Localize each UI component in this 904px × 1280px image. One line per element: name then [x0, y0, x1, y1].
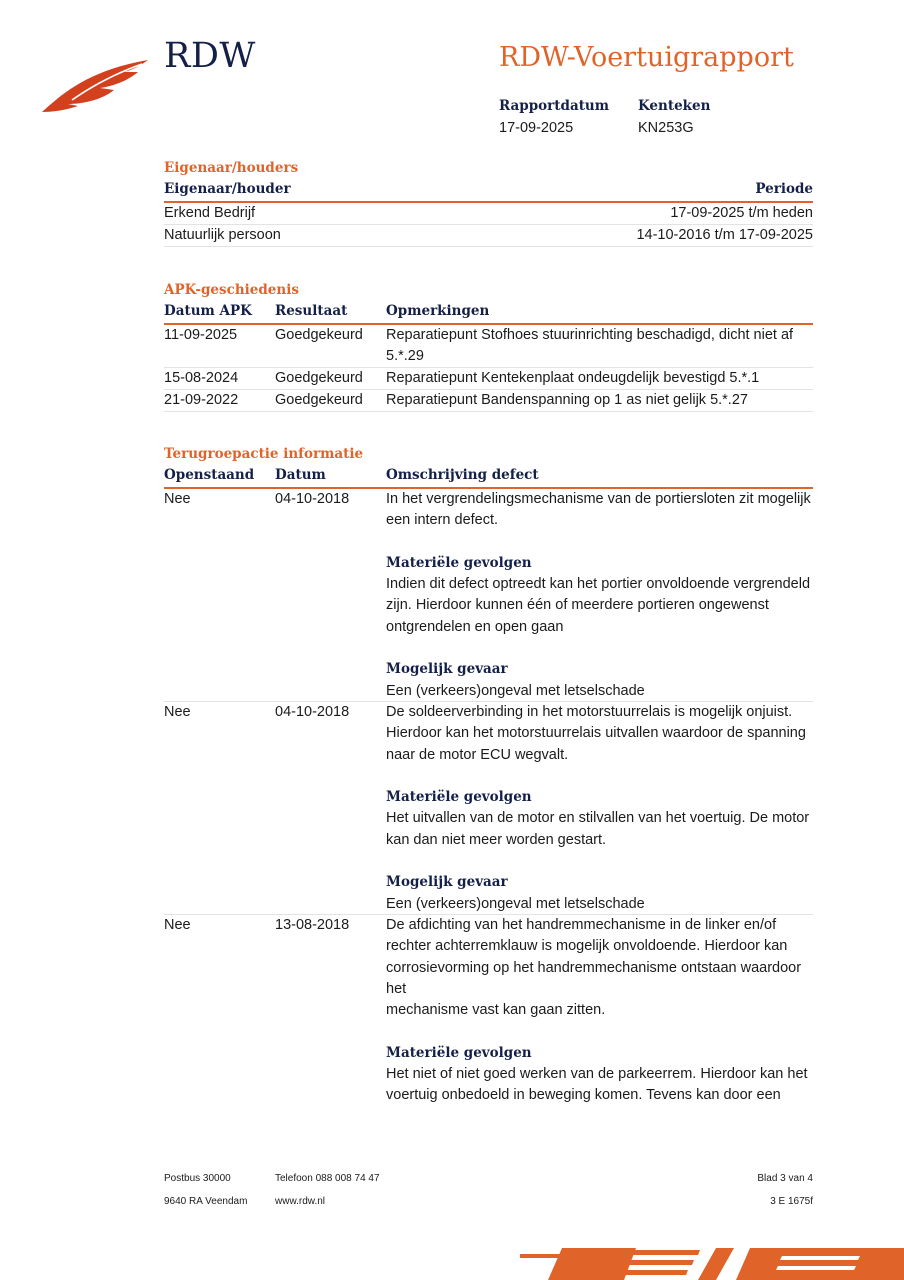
plate-value: KN253G: [638, 120, 694, 136]
footer-postcode: 9640 RA Veendam: [164, 1196, 248, 1207]
apk-date-cell: 15-08-2024: [164, 370, 239, 386]
consequence-line: voertuig onbedoeld in beweging komen. Tevens kan door een: [386, 1087, 781, 1104]
apk-table: [164, 302, 813, 412]
report-date-label: Rapportdatum: [499, 98, 610, 114]
defect-description-cell: [386, 702, 813, 915]
description-line: rechter achterremklauw is mogelijk onvoldoende. Hierdoor kan: [386, 938, 788, 955]
table-row: [164, 489, 813, 702]
recall-date-cell: 04-10-2018: [275, 491, 350, 507]
remark-line: Reparatiepunt Stofhoes stuurinrichting beschadigd, dicht niet af: [386, 327, 794, 343]
material-consequences-heading: Materiële gevolgen: [386, 789, 532, 806]
table-row: [164, 225, 813, 247]
owner-cell: Erkend Bedrijf: [164, 205, 256, 221]
open-cell: Nee: [164, 917, 191, 933]
apk-result-cell: Goedgekeurd: [275, 392, 363, 408]
period-cell: 14-10-2016 t/m 17-09-2025: [636, 227, 813, 243]
plate-block: [638, 97, 710, 138]
table-row: [164, 368, 813, 390]
danger-line: Een (verkeers)ongeval met letselschade: [386, 895, 645, 912]
defect-description-cell: [386, 489, 813, 702]
apk-result-cell: Goedgekeurd: [275, 327, 363, 343]
period-cell: 17-09-2025 t/m heden: [670, 205, 813, 221]
table-row: [164, 203, 813, 225]
open-cell: Nee: [164, 491, 191, 507]
consequence-line: ontgrendelen en open gaan: [386, 618, 564, 635]
owners-table-header: [164, 180, 813, 203]
brand-name: RDW: [164, 36, 256, 76]
table-row: [164, 702, 813, 915]
description-line: De soldeerverbinding in het motorstuurrelais is mogelijk onjuist.: [386, 704, 793, 720]
recall-date-cell: 04-10-2018: [275, 704, 350, 720]
consequence-line: kan dan niet meer worden gestart.: [386, 831, 607, 848]
footer-page-number: Blad 3 van 4: [757, 1173, 813, 1184]
remark-line: 5.*.29: [386, 348, 424, 365]
footer-document-code: 3 E 1675f: [770, 1196, 813, 1207]
report-date-value: 17-09-2025: [499, 120, 574, 136]
possible-danger-heading: Mogelijk gevaar: [386, 874, 508, 891]
recall-section-title: Terugroepactie informatie: [164, 446, 364, 462]
description-line: naar de motor ECU wegvalt.: [386, 746, 569, 763]
apk-result-cell: Goedgekeurd: [275, 370, 363, 386]
consequence-line: Indien dit defect optreedt kan het portier onvoldoende vergrendeld: [386, 576, 811, 593]
apk-section-title: APK-geschiedenis: [164, 282, 299, 298]
apk-date-cell: 11-09-2025: [164, 327, 238, 343]
col-defect-description: Omschrijving defect: [386, 467, 539, 483]
apk-remarks-cell: [386, 325, 813, 368]
defect-description-cell: [386, 915, 813, 1107]
footer-postbus: Postbus 30000: [164, 1173, 231, 1184]
recall-table-header: [164, 466, 813, 489]
description-line: mechanisme vast kan gaan zitten.: [386, 1002, 606, 1019]
table-row: [164, 325, 813, 368]
table-row: [164, 915, 813, 1104]
report-date-block: [499, 97, 609, 138]
consequence-line: Het niet of niet goed werken van de parkeerrem. Hierdoor kan het: [386, 1066, 808, 1083]
recall-date-cell: 13-08-2018: [275, 917, 350, 933]
apk-remarks-cell: Reparatiepunt Kentekenplaat ondeugdelijk bevestigd 5.*.1: [386, 370, 760, 386]
owners-section-title: Eigenaar/houders: [164, 160, 299, 176]
col-apk-remarks: Opmerkingen: [386, 303, 490, 319]
description-line: In het vergrendelingsmechanisme van de portiersloten zit mogelijk: [386, 491, 811, 507]
footer-website-link[interactable]: www.rdw.nl: [275, 1196, 326, 1207]
footer-phone: Telefoon 088 008 74 47: [275, 1173, 380, 1184]
col-open: Openstaand: [164, 467, 255, 483]
owners-table: [164, 180, 813, 247]
open-cell: Nee: [164, 704, 191, 720]
table-row: [164, 390, 813, 412]
possible-danger-heading: Mogelijk gevaar: [386, 661, 508, 678]
description-line: corrosievorming op het handremmechanisme ontstaan waardoor het: [386, 959, 802, 997]
col-apk-date: Datum APK: [164, 303, 252, 319]
col-apk-result: Resultaat: [275, 303, 348, 319]
recall-table: [164, 466, 813, 1104]
danger-line: Een (verkeers)ongeval met letselschade: [386, 682, 645, 699]
material-consequences-heading: Materiële gevolgen: [386, 1044, 532, 1061]
description-line: een intern defect.: [386, 512, 499, 529]
consequence-line: zijn. Hierdoor kunnen één of meerdere portieren ongewenst: [386, 597, 769, 614]
material-consequences-heading: Materiële gevolgen: [386, 554, 532, 571]
owner-cell: Natuurlijk persoon: [164, 227, 281, 243]
description-line: Hierdoor kan het motorstuurrelais uitvallen waardoor de spanning: [386, 725, 806, 742]
apk-date-cell: 21-09-2022: [164, 392, 239, 408]
col-period: Periode: [755, 181, 813, 197]
report-title: RDW-Voertuigrapport: [499, 42, 794, 73]
apk-remarks-cell: Reparatiepunt Bandenspanning op 1 as niet gelijk 5.*.27: [386, 392, 748, 408]
apk-table-header: [164, 302, 813, 325]
consequence-line: Het uitvallen van de motor en stilvallen van het voertuig. De motor: [386, 810, 810, 827]
description-line: De afdichting van het handremmechanisme in de linker en/of: [386, 917, 777, 933]
plate-label: Kenteken: [638, 98, 711, 114]
rdw-logo-icon: [42, 52, 148, 114]
col-recall-date: Datum: [275, 467, 326, 483]
col-owner: Eigenaar/houder: [164, 181, 291, 197]
brand-stripes-icon: [520, 1244, 904, 1280]
